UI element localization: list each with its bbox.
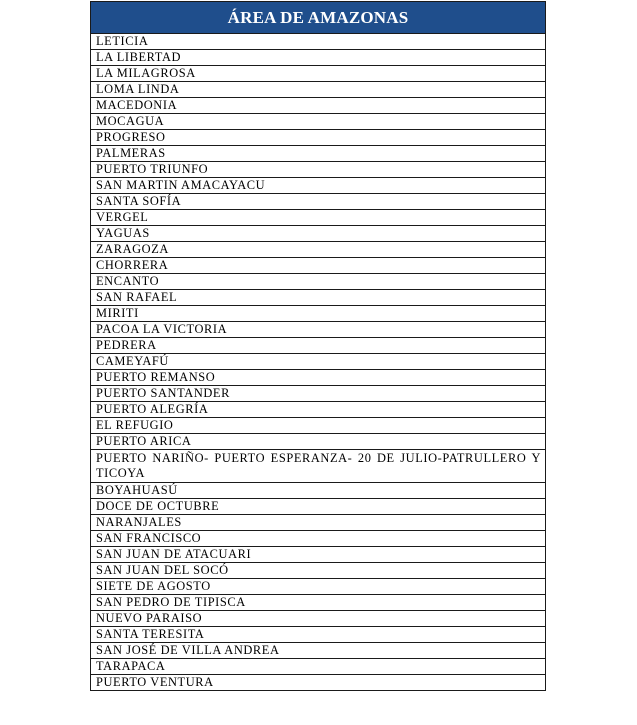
table-row <box>91 531 546 547</box>
table-header-title: ÁREA DE AMAZONAS <box>91 2 546 34</box>
table-row <box>91 595 546 611</box>
table-row <box>91 290 546 306</box>
table-row <box>91 563 546 579</box>
table-row <box>91 611 546 627</box>
table-cell: SANTA SOFÍA <box>91 194 546 210</box>
table-cell: PROGRESO <box>91 130 546 146</box>
table-row <box>91 483 546 499</box>
table-cell: ENCANTO <box>91 274 546 290</box>
table-row <box>91 547 546 563</box>
table-cell: PUERTO VENTURA <box>91 675 546 691</box>
table-row <box>91 306 546 322</box>
amazonas-table <box>90 1 546 691</box>
table-cell: EL REFUGIO <box>91 418 546 434</box>
table-row <box>91 450 546 483</box>
table-cell: PUERTO REMANSO <box>91 370 546 386</box>
table-row <box>91 434 546 450</box>
table-cell: YAGUAS <box>91 226 546 242</box>
table-cell: SAN FRANCISCO <box>91 531 546 547</box>
table-cell: SAN MARTIN AMACAYACU <box>91 178 546 194</box>
table-row <box>91 226 546 242</box>
table-header-row <box>91 2 546 34</box>
table-cell: SAN JUAN DE ATACUARI <box>91 547 546 563</box>
table-row <box>91 386 546 402</box>
table-cell: SAN PEDRO DE TIPISCA <box>91 595 546 611</box>
table-cell: MOCAGUA <box>91 114 546 130</box>
table-row <box>91 418 546 434</box>
table-row <box>91 210 546 226</box>
table-row <box>91 675 546 691</box>
table-cell: NUEVO PARAISO <box>91 611 546 627</box>
table-row <box>91 258 546 274</box>
table-row <box>91 34 546 50</box>
table-cell: CHORRERA <box>91 258 546 274</box>
table-cell: VERGEL <box>91 210 546 226</box>
table-row <box>91 146 546 162</box>
table-row <box>91 274 546 290</box>
table-row <box>91 499 546 515</box>
table-cell: MIRITI <box>91 306 546 322</box>
table-row <box>91 322 546 338</box>
table-cell: SAN RAFAEL <box>91 290 546 306</box>
table-cell: LA LIBERTAD <box>91 50 546 66</box>
table-cell: SIETE DE AGOSTO <box>91 579 546 595</box>
table-row <box>91 643 546 659</box>
table-row <box>91 130 546 146</box>
table-cell: LOMA LINDA <box>91 82 546 98</box>
table-row <box>91 66 546 82</box>
table-cell: PACOA LA VICTORIA <box>91 322 546 338</box>
table-cell: NARANJALES <box>91 515 546 531</box>
table-row <box>91 659 546 675</box>
table-row <box>91 194 546 210</box>
table-cell: SAN JUAN DEL SOCÓ <box>91 563 546 579</box>
table-cell: DOCE DE OCTUBRE <box>91 499 546 515</box>
table-cell: PALMERAS <box>91 146 546 162</box>
table-cell: PUERTO ARICA <box>91 434 546 450</box>
table-cell: TARAPACA <box>91 659 546 675</box>
table-cell: LETICIA <box>91 34 546 50</box>
table-cell: LA MILAGROSA <box>91 66 546 82</box>
table-row <box>91 338 546 354</box>
table-cell: CAMEYAFÚ <box>91 354 546 370</box>
table-row <box>91 178 546 194</box>
table-row <box>91 627 546 643</box>
table-cell: PUERTO NARIÑO- PUERTO ESPERANZA- 20 DE JULIO-PATRULLERO Y TICOYA <box>91 450 546 483</box>
table-cell: SAN JOSÉ DE VILLA ANDREA <box>91 643 546 659</box>
table-row <box>91 354 546 370</box>
table-cell: MACEDONIA <box>91 98 546 114</box>
table-cell: SANTA TERESITA <box>91 627 546 643</box>
table-row <box>91 162 546 178</box>
table-cell: PUERTO SANTANDER <box>91 386 546 402</box>
table-cell: BOYAHUASÚ <box>91 483 546 499</box>
table-row <box>91 579 546 595</box>
table-row <box>91 242 546 258</box>
table-cell: PUERTO ALEGRÍA <box>91 402 546 418</box>
amazonas-table-container <box>90 1 546 691</box>
table-cell: ZARAGOZA <box>91 242 546 258</box>
table-row <box>91 98 546 114</box>
table-cell: PEDRERA <box>91 338 546 354</box>
table-row <box>91 50 546 66</box>
table-row <box>91 515 546 531</box>
table-row <box>91 114 546 130</box>
table-row <box>91 370 546 386</box>
table-row <box>91 402 546 418</box>
table-row <box>91 82 546 98</box>
table-cell: PUERTO TRIUNFO <box>91 162 546 178</box>
